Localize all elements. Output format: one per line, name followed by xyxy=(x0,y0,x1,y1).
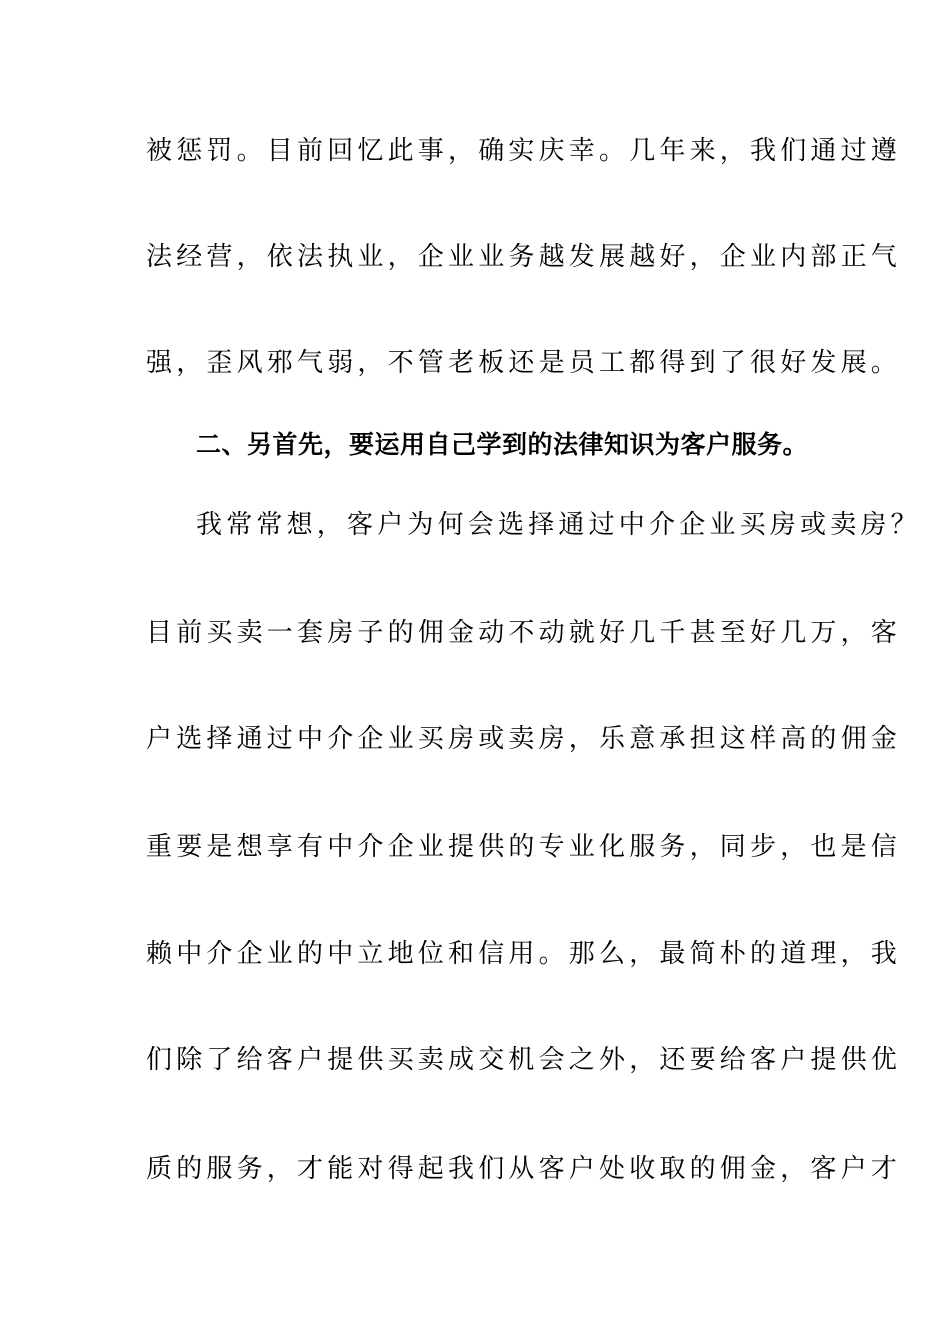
text-line: 户选择通过中介企业买房或卖房，乐意承担这样高的佣金 xyxy=(146,724,902,754)
text-line: 强，歪风邪气弱，不管老板还是员工都得到了很好发展。 xyxy=(146,348,902,378)
text-line: 法经营，依法执业，企业业务越发展越好，企业内部正气 xyxy=(146,242,902,272)
text-line: 重要是想享有中介企业提供的专业化服务，同步，也是信 xyxy=(146,832,902,862)
text-line: 目前买卖一套房子的佣金动不动就好几千甚至好几万，客 xyxy=(146,618,902,648)
text-line: 们除了给客户提供买卖成交机会之外，还要给客户提供优 xyxy=(146,1045,902,1075)
text-line: 质的服务，才能对得起我们从客户处收取的佣金，客户才 xyxy=(146,1154,902,1184)
paragraph-first-line: 我常常想，客户为何会选择通过中介企业买房或卖房？ xyxy=(196,510,921,540)
section-heading: 二、另首先，要运用自己学到的法律知识为客户服务。 xyxy=(196,430,809,459)
text-line: 被惩罚。目前回忆此事，确实庆幸。几年来，我们通过遵 xyxy=(146,136,902,166)
text-line: 赖中介企业的中立地位和信用。那么，最简朴的道理，我 xyxy=(146,939,902,969)
